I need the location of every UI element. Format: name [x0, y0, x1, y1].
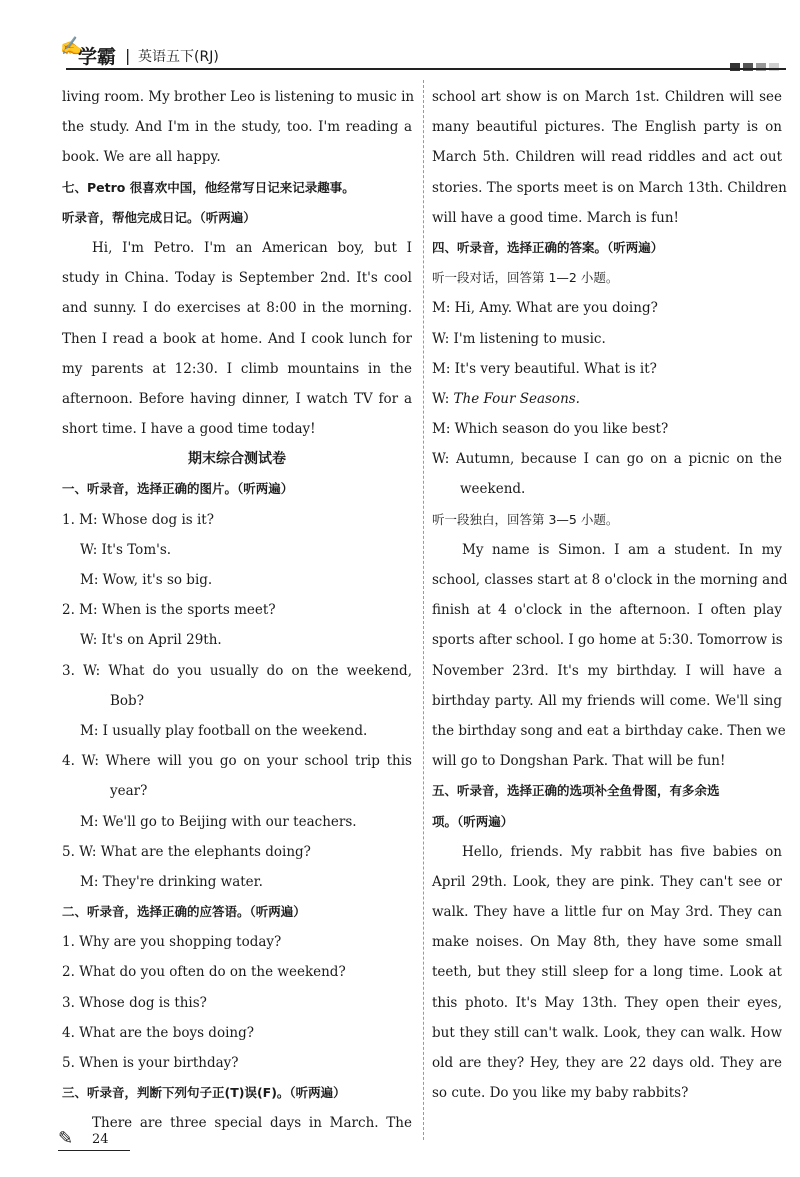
- passage-line: so cute. Do you like my baby rabbits?: [432, 1085, 689, 1102]
- passage-line: but they still can't walk. Look, they can walk. How: [432, 1024, 782, 1041]
- monologue-line: sports after school. I go home at 5:30. Tomorrow is: [432, 632, 783, 649]
- script-line: W: It's on April 29th.: [80, 632, 222, 649]
- question-line: 4. What are the boys doing?: [62, 1024, 254, 1041]
- text-line: March 5th. Children will read riddles and act out: [432, 149, 782, 166]
- text-line: There are three special days in March. The: [92, 1115, 412, 1132]
- passage-line: walk. They have a little fur on May 3rd. They can: [432, 904, 782, 921]
- dialogue-line: M: Which season do you like best?: [432, 421, 669, 438]
- text-line: the study. And I'm in the study, too. I'm reading a: [62, 119, 412, 136]
- header-separator: |: [125, 46, 131, 65]
- brand-logo-text: 学霸: [78, 46, 117, 68]
- part2-heading: 二、听录音，选择正确的应答语。（听两遍）: [62, 904, 306, 920]
- diary-line: afternoon. Before having dinner, I watch TV for a: [62, 390, 412, 407]
- diary-line: Then I read a book at home. And I cook lunch for: [62, 330, 412, 347]
- page-footer: [58, 1128, 138, 1152]
- pencil-icon: ✎: [58, 1128, 74, 1149]
- question-line: 5. When is your birthday?: [62, 1055, 239, 1071]
- song-title: The Four Seasons.: [453, 390, 580, 407]
- footer-rule: [58, 1150, 130, 1151]
- passage-line: make noises. On May 8th, they have some small: [432, 934, 782, 951]
- text-line: will have a good time. March is fun!: [432, 209, 679, 226]
- script-line: 2. M: When is the sports meet?: [62, 602, 276, 619]
- section-heading-7: 听录音，帮他完成日记。（听两遍）: [62, 209, 256, 225]
- diary-line: short time. I have a good time today!: [62, 421, 316, 438]
- passage-line: Hello, friends. My rabbit has five babies on: [462, 843, 782, 860]
- script-line: 1. M: Whose dog is it?: [62, 511, 214, 528]
- text-line: many beautiful pictures. The English party is on: [432, 119, 782, 136]
- script-line: M: We'll go to Beijing with our teachers.: [80, 813, 357, 830]
- script-line: 5. W: What are the elephants doing?: [62, 843, 311, 860]
- part1-heading: 一、听录音，选择正确的图片。（听两遍）: [62, 481, 294, 497]
- part4-heading: 四、听录音，选择正确的答案。（听两遍）: [432, 239, 664, 255]
- script-line: year?: [110, 783, 148, 800]
- text-line: book. We are all happy.: [62, 149, 221, 166]
- right-column: [432, 82, 788, 1108]
- dialogue-line: weekend.: [460, 481, 526, 498]
- text-line: living room. My brother Leo is listening to music in: [62, 89, 415, 105]
- monologue-line: November 23rd. It's my birthday. I will have a: [432, 662, 782, 679]
- part5-heading: 五、听录音，选择正确的选项补全鱼骨图，有多余选: [432, 783, 720, 799]
- diary-line: study in China. Today is September 2nd. It's cool: [62, 270, 412, 287]
- passage-line: this photo. It's May 13th. They open their eyes,: [432, 994, 782, 1011]
- part4-intro: 听一段对话，回答第 1—2 小题。: [432, 270, 619, 286]
- column-divider: [423, 80, 424, 1140]
- script-line: W: It's Tom's.: [80, 541, 172, 558]
- monologue-line: will go to Dongshan Park. That will be fun!: [432, 753, 726, 770]
- dialogue-line: M: Hi, Amy. What are you doing?: [432, 300, 658, 317]
- book-title: 英语五下(RJ): [138, 49, 219, 65]
- script-line: M: Wow, it's so big.: [80, 572, 213, 588]
- part4-intro: 听一段独白，回答第 3—5 小题。: [432, 511, 619, 527]
- passage-line: old are they? Hey, they are 22 days old. They are: [432, 1055, 782, 1071]
- diary-line: Hi, I'm Petro. I'm an American boy, but I: [92, 239, 412, 256]
- exam-title: 期末综合测试卷: [188, 451, 286, 468]
- speaker-prefix: W:: [432, 390, 454, 407]
- dialogue-line: [432, 384, 782, 414]
- question-line: 1. Why are you shopping today?: [62, 934, 282, 951]
- section-heading-7: 七、Petro 很喜欢中国，他经常写日记来记录趣事。: [62, 179, 355, 195]
- part5-heading: 项。（听两遍）: [432, 813, 514, 829]
- question-line: 2. What do you often do on the weekend?: [62, 964, 346, 981]
- header-rule: [66, 68, 786, 70]
- script-line: 3. W: What do you usually do on the weekend,: [62, 662, 412, 679]
- dialogue-line: M: It's very beautiful. What is it?: [432, 360, 657, 377]
- logo-icon: ✍: [60, 36, 83, 57]
- monologue-line: finish at 4 o'clock in the afternoon. I often play: [432, 602, 782, 619]
- passage-line: April 29th. Look, they are pink. They can't see or: [432, 873, 782, 890]
- monologue-line: school, classes start at 8 o'clock in the morning and: [432, 572, 788, 588]
- page-number: 24: [92, 1132, 109, 1147]
- part3-heading: 三、听录音，判断下列句子正(T)误(F)。（听两遍）: [62, 1085, 346, 1101]
- left-column: [62, 82, 415, 1139]
- diary-line: my parents at 12:30. I climb mountains in the: [62, 360, 412, 377]
- monologue-line: the birthday song and eat a birthday cake. Then we: [432, 722, 786, 739]
- script-line: M: They're drinking water.: [80, 873, 263, 890]
- text-line: stories. The sports meet is on March 13th. Children: [432, 179, 787, 196]
- question-line: 3. Whose dog is this?: [62, 994, 207, 1011]
- diary-line: and sunny. I do exercises at 8:00 in the morning.: [62, 300, 412, 317]
- header-squares: [730, 56, 782, 75]
- page-header: [56, 34, 786, 74]
- script-line: M: I usually play football on the weekend.: [80, 722, 368, 739]
- monologue-line: birthday party. All my friends will come. We'll sing: [432, 692, 782, 709]
- script-line: 4. W: Where will you go on your school trip this: [62, 753, 412, 770]
- dialogue-line: W: I'm listening to music.: [432, 330, 606, 347]
- dialogue-line: W: Autumn, because I can go on a picnic on the: [432, 451, 782, 468]
- script-line: Bob?: [110, 692, 144, 709]
- monologue-line: My name is Simon. I am a student. In my: [462, 541, 782, 558]
- passage-line: teeth, but they still sleep for a long time. Look at: [432, 964, 782, 981]
- text-line: school art show is on March 1st. Children will see: [432, 89, 782, 105]
